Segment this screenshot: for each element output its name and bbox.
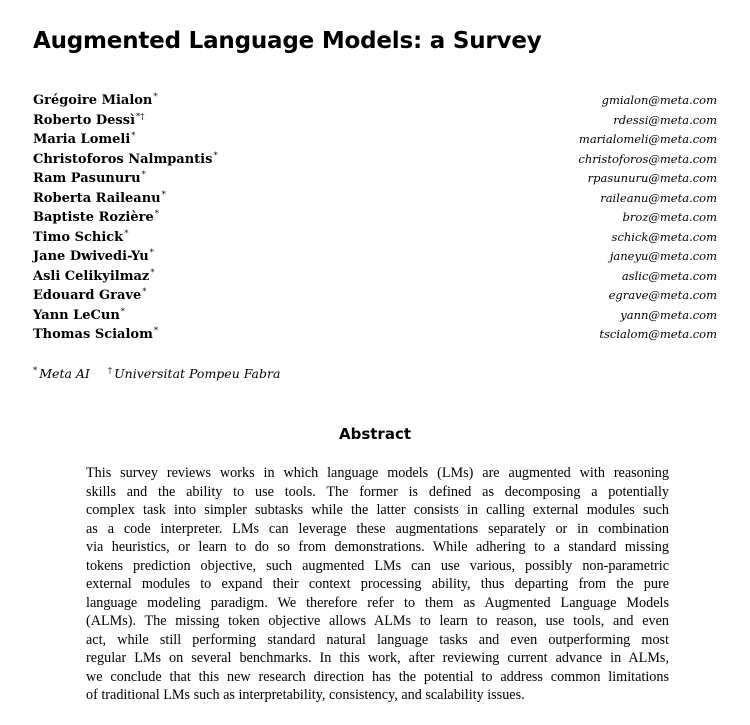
- author-email[interactable]: janeyu@meta.com: [609, 249, 717, 263]
- affiliation-line: [33, 364, 280, 384]
- author-row: [33, 267, 717, 287]
- author-name: Edouard Grave*: [33, 287, 147, 303]
- author-email[interactable]: egrave@meta.com: [608, 288, 717, 302]
- author-mark: *: [120, 306, 126, 317]
- author-name: Asli Celikyilmaz*: [33, 267, 155, 284]
- author-email[interactable]: broz@meta.com: [622, 210, 717, 224]
- author-name: Thomas Scialom*: [33, 326, 159, 342]
- author-row: [33, 150, 717, 170]
- author-name: Yann LeCun*: [33, 306, 126, 323]
- author-mark: *: [161, 189, 166, 200]
- paper-title: Augmented Language Models: a Survey: [33, 28, 542, 54]
- author-name: Roberto Dessì*†: [33, 111, 145, 128]
- abstract-body: [86, 464, 669, 705]
- author-email[interactable]: tscialom@meta.com: [599, 327, 717, 341]
- author-row: [33, 306, 717, 326]
- author-email[interactable]: gmialon@meta.com: [601, 93, 717, 107]
- author-name: Christoforos Nalmpantis*: [33, 150, 218, 167]
- author-mark: *: [150, 267, 155, 278]
- affiliation-mark: *: [33, 366, 38, 376]
- author-mark: *: [153, 326, 159, 336]
- author-email[interactable]: christoforos@meta.com: [578, 151, 717, 166]
- abstract-line: skills and the ability to use tools. The former is defined as decomposing a potentially: [86, 483, 669, 500]
- author-name: Roberta Raileanu*: [33, 189, 166, 206]
- author-mark: *: [154, 209, 160, 219]
- affiliation-upf: † Universitat Pompeu Fabra: [107, 366, 281, 381]
- abstract-line: tokens prediction objective, such augmented LMs can use various, possibly non-parametric: [86, 557, 669, 574]
- author-mark: *: [142, 287, 147, 297]
- author-name: Grégoire Mialon*: [33, 92, 158, 108]
- abstract-line: complex task into simpler subtasks while the latter consists in calling external modules such: [86, 502, 669, 518]
- author-email[interactable]: aslic@meta.com: [621, 268, 717, 283]
- author-mark: *: [124, 228, 129, 239]
- author-mark: *†: [136, 111, 145, 122]
- author-mark: *: [149, 248, 154, 258]
- author-email[interactable]: rpasunuru@meta.com: [587, 171, 717, 185]
- author-email[interactable]: yann@meta.com: [620, 307, 717, 322]
- abstract-line: of traditional LMs such as interpretability, consistency, and scalability issues.: [86, 687, 525, 703]
- affiliation-mark: †: [107, 366, 113, 376]
- abstract-line: external modules to expand their context processing ability, thus departing from the pure: [86, 576, 669, 592]
- abstract-heading: Abstract: [338, 425, 412, 443]
- author-row: [33, 228, 717, 248]
- author-mark: *: [141, 170, 146, 180]
- abstract-line: (ALMs). The missing token objective allows ALMs to learn to reason, use tools, and even: [86, 613, 669, 629]
- author-name: Ram Pasunuru*: [33, 170, 146, 186]
- abstract-line: as a code interpreter. LMs can leverage these augmentations separately or in combination: [86, 520, 669, 537]
- author-row: [33, 111, 717, 131]
- author-name: Maria Lomeli*: [33, 131, 136, 147]
- abstract-line: act, while still performing standard natural language tasks and even outperforming most: [86, 631, 669, 648]
- abstract-line: via heuristics, or learn to do so from demonstrations. While adhering to a standard missing: [86, 539, 669, 555]
- author-name: Jane Dwivedi-Yu*: [33, 248, 154, 264]
- author-mark: *: [153, 92, 158, 102]
- author-row: [33, 325, 717, 345]
- author-mark: *: [131, 131, 136, 141]
- author-name: Timo Schick*: [33, 228, 129, 245]
- author-email[interactable]: raileanu@meta.com: [600, 190, 717, 205]
- author-email[interactable]: schick@meta.com: [611, 229, 717, 244]
- author-name: Baptiste Rozière*: [33, 209, 160, 225]
- author-email[interactable]: marialomeli@meta.com: [578, 132, 717, 146]
- author-list: [33, 91, 717, 345]
- author-row: [33, 286, 717, 306]
- author-row: [33, 208, 717, 228]
- abstract-line: we conclude that this new research direction has the potential to address common limitations: [86, 668, 669, 685]
- author-row: [33, 169, 717, 189]
- abstract-line: regular LMs on several benchmarks. In this work, after reviewing current advance in ALMs,: [86, 650, 669, 666]
- author-row: [33, 130, 717, 150]
- abstract-line: language modeling paradigm. We therefore refer to them as Augmented Language Models: [86, 594, 669, 611]
- author-row: [33, 189, 717, 209]
- author-mark: *: [213, 150, 218, 161]
- author-row: [33, 91, 717, 111]
- affiliation-meta: * Meta AI: [33, 366, 90, 381]
- abstract-line: This survey reviews works in which language models (LMs) are augmented with reasoning: [86, 465, 669, 481]
- author-email[interactable]: rdessi@meta.com: [613, 112, 717, 127]
- author-row: [33, 247, 717, 267]
